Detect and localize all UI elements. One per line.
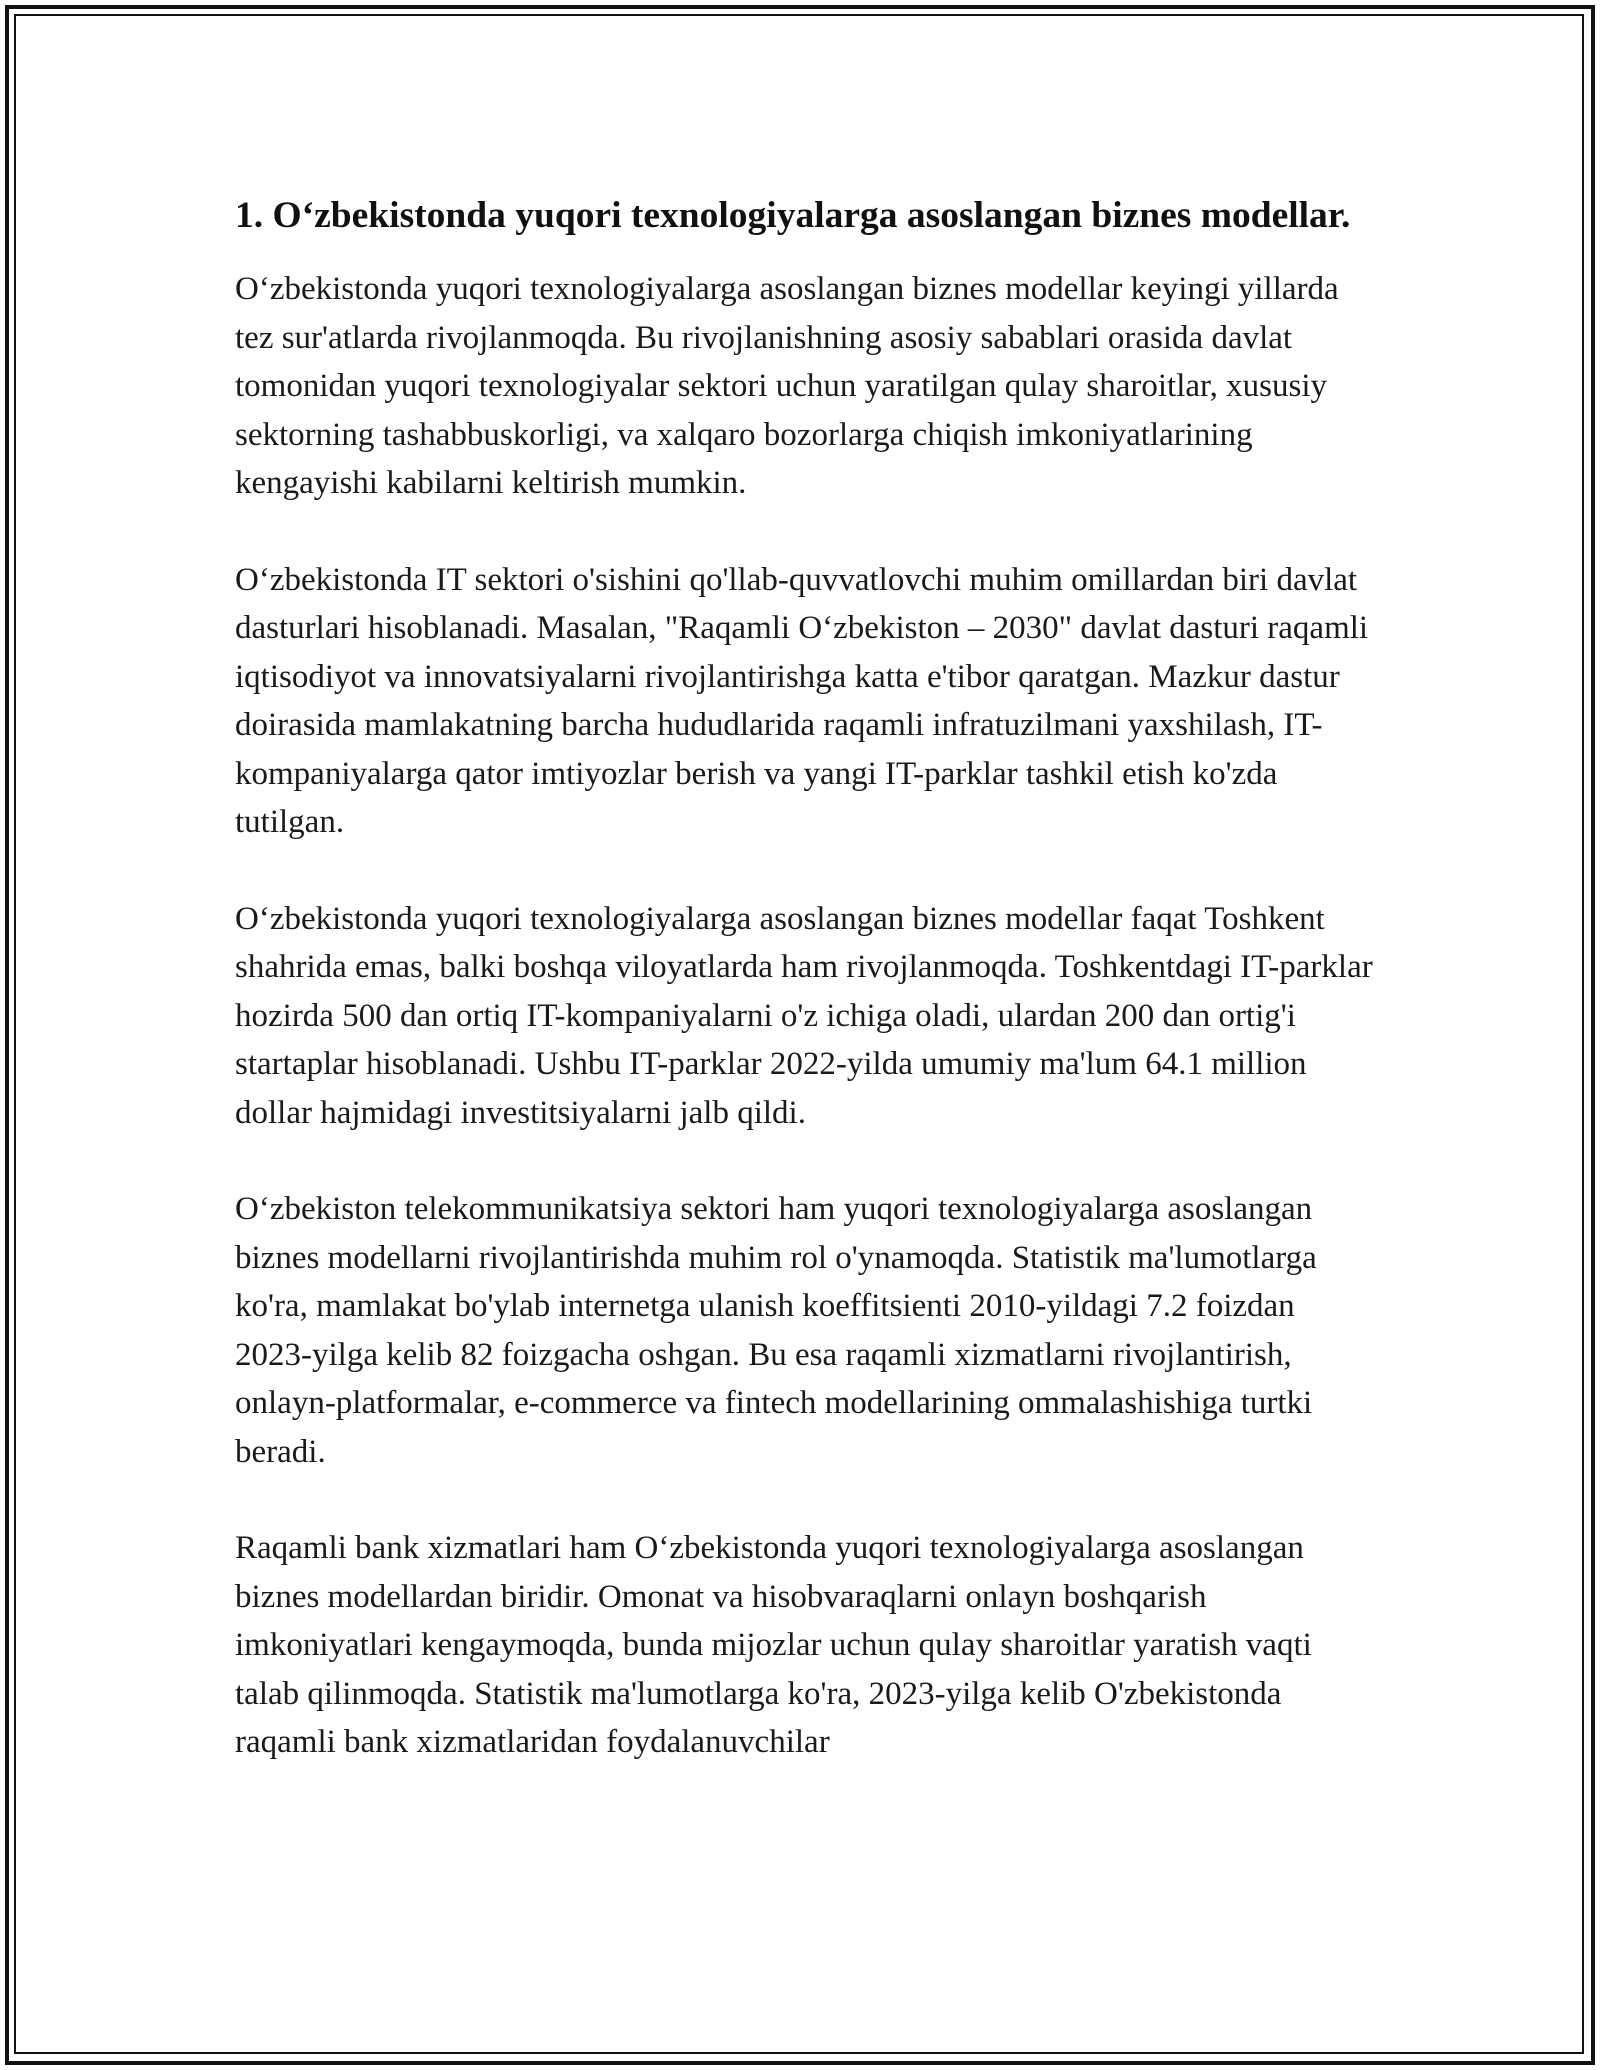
section-heading: 1. O‘zbekistonda yuqori texnologiyalarga asoslangan biznes modellar. <box>235 195 1351 236</box>
document-body <box>235 188 1375 1815</box>
paragraph-2: O‘zbekistonda IT sektori o'sishini qo'llab-quvvatlovchi muhim omillardan biri davlat dasturlari hisoblanadi. Masalan, "Raqamli O‘zbekiston – 2030" davlat dasturi raqamli iqtisodiyot va innovatsiyalarni rivojlantirishga katta e'tibor qaratgan. Mazkur dastur doirasida mamlakatning barcha hududlarida raqamli infratuzilmani yaxshilash, IT-kompaniyalarga qator imtiyozlar berish va yangi IT-parklar tashkil etish ko'zda tutilgan. <box>235 561 1369 840</box>
paragraph-3: O‘zbekistonda yuqori texnologiyalarga asoslangan biznes modellar faqat Toshkent shahrida emas, balki boshqa viloyatlarda ham rivojlanmoqda. Toshkentdagi IT-parklar hozirda 500 dan ortiq IT-kompaniyalarni o'z ichiga oladi, ulardan 200 dan ortig'i startaplar hisoblanadi. Ushbu IT-parklar 2022-yilda umumiy ma'lum 64.1 million dollar hajmidagi investitsiyalarni jalb qildi. <box>235 900 1373 1131</box>
paragraph-1: O‘zbekistonda yuqori texnologiyalarga asoslangan biznes modellar keyingi yillarda tez sur'atlarda rivojlanmoqda. Bu rivojlanishning asosiy sabablari orasida davlat tomonidan yuqori texnologiyalar sektori uchun yaratilgan qulay sharoitlar, xususiy sektorning tashabbuskorligi, va xalqaro bozorlarga chiqish imkoniyatlarining kengayishi kabilarni keltirish mumkin. <box>235 271 1339 501</box>
paragraph-5: Raqamli bank xizmatlari ham O‘zbekistonda yuqori texnologiyalarga asoslangan biznes modellardan biridir. Omonat va hisobvaraqlarni onlayn boshqarish imkoniyatlari kengaymoqda, bunda mijozlar uchun qulay sharoitlar yaratish vaqti talab qilinmoqda. Statistik ma'lumotlarga ko'ra, 2023-yilga kelib O'zbekistonda raqamli bank xizmatlaridan foydalanuvchilar <box>235 1530 1312 1760</box>
paragraph-4: O‘zbekiston telekommunikatsiya sektori ham yuqori texnologiyalarga asoslangan biznes modellarni rivojlantirishda muhim rol o'ynamoqda. Statistik ma'lumotlarga ko'ra, mamlakat bo'ylab internetga ulanish koeffitsienti 2010-yildagi 7.2 foizdan 2023-yilga kelib 82 foizgacha oshgan. Bu esa raqamli xizmatlarni rivojlantirish, onlayn-platformalar, e-commerce va fintech modellarining ommalashishiga turtki beradi. <box>235 1191 1317 1470</box>
